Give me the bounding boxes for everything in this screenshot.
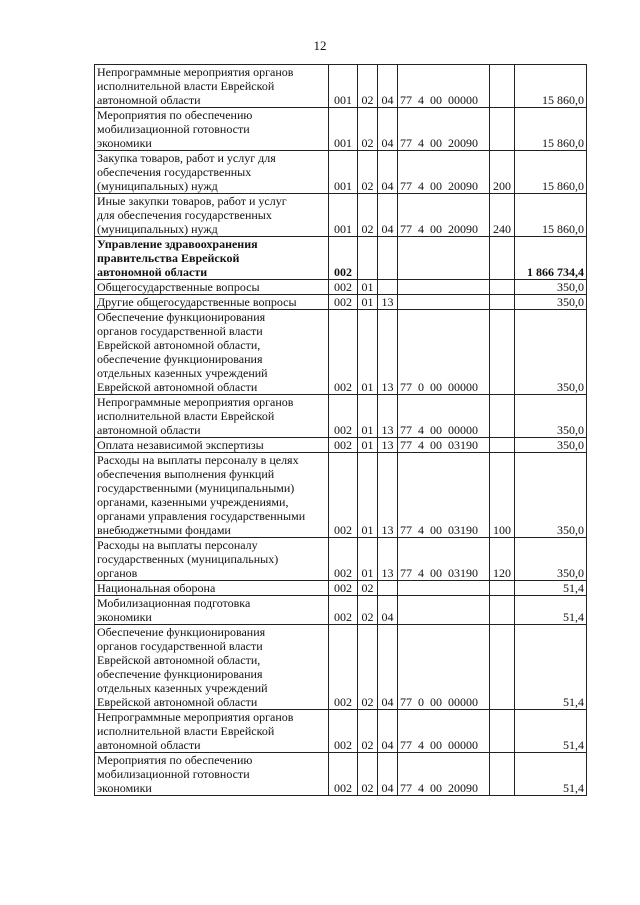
expense-name-cell: Общегосударственные вопросы [95,280,329,295]
target-article-cell: 77 4 00 20090 [398,753,490,796]
target-article-cell: 77 0 00 00000 [398,625,490,710]
table-row [95,538,587,581]
section-code-cell: 02 [358,65,378,108]
section-code-cell: 02 [358,581,378,596]
department-code-cell: 002 [329,625,358,710]
department-code-cell: 001 [329,65,358,108]
amount-cell: 51,4 [515,753,587,796]
target-article-cell: 77 4 00 00000 [398,65,490,108]
table-row [95,453,587,538]
subsection-code-cell: 04 [378,151,398,194]
subsection-code-cell: 04 [378,710,398,753]
subsection-code-cell: 13 [378,538,398,581]
expense-type-cell [490,108,515,151]
expense-name-cell: Оплата независимой экспертизы [95,438,329,453]
target-article-cell: 77 4 00 00000 [398,395,490,438]
expense-type-cell [490,710,515,753]
target-article-cell: 77 4 00 03190 [398,453,490,538]
table-row [95,710,587,753]
expense-type-cell [490,280,515,295]
section-code-cell: 02 [358,194,378,237]
section-code-cell: 02 [358,625,378,710]
section-code-cell: 01 [358,310,378,395]
target-article-cell [398,596,490,625]
subsection-code-cell: 04 [378,65,398,108]
budget-table-body [95,65,587,796]
expense-name-cell: Мероприятия по обеспечению мобилизационной готовности экономики [95,753,329,796]
expense-type-cell [490,596,515,625]
table-row [95,151,587,194]
expense-type-cell: 200 [490,151,515,194]
expense-type-cell: 240 [490,194,515,237]
table-row [95,753,587,796]
expense-name-cell: Иные закупки товаров, работ и услуг для обеспечения государственных (муниципальных) нужд [95,194,329,237]
target-article-cell: 77 4 00 20090 [398,151,490,194]
department-code-cell: 002 [329,237,358,280]
expense-name-cell: Непрограммные мероприятия органов исполнительной власти Еврейской автономной области [95,710,329,753]
table-row [95,280,587,295]
amount-cell: 350,0 [515,453,587,538]
department-code-cell: 001 [329,151,358,194]
department-code-cell: 002 [329,453,358,538]
amount-cell: 1 866 734,4 [515,237,587,280]
target-article-cell: 77 4 00 20090 [398,194,490,237]
amount-cell: 15 860,0 [515,108,587,151]
department-code-cell: 001 [329,108,358,151]
department-code-cell: 002 [329,581,358,596]
amount-cell: 51,4 [515,581,587,596]
expense-type-cell [490,65,515,108]
subsection-code-cell [378,237,398,280]
expense-name-cell: Другие общегосударственные вопросы [95,295,329,310]
department-code-cell: 001 [329,194,358,237]
target-article-cell: 77 4 00 03190 [398,438,490,453]
expense-name-cell: Национальная оборона [95,581,329,596]
section-code-cell: 01 [358,438,378,453]
subsection-code-cell [378,280,398,295]
page-number: 12 [313,38,327,53]
expense-name-cell: Непрограммные мероприятия органов исполнительной власти Еврейской автономной области [95,395,329,438]
subsection-code-cell: 13 [378,310,398,395]
subsection-code-cell: 13 [378,453,398,538]
expense-name-cell: Расходы на выплаты персоналу в целях обеспечения выполнения функций государственными (муниципальными) органами, казенными учреждениями, органами управления государственными внебюджетными фондами [95,453,329,538]
expense-type-cell [490,753,515,796]
subsection-code-cell: 13 [378,395,398,438]
section-code-cell: 01 [358,295,378,310]
target-article-cell [398,280,490,295]
target-article-cell [398,581,490,596]
expense-name-cell: Обеспечение функционирования органов государственной власти Еврейской автономной области, обеспечение функционирования отдельных казенных учреждений Еврейской автономной области [95,310,329,395]
amount-cell: 350,0 [515,310,587,395]
section-code-cell: 01 [358,280,378,295]
table-row [95,194,587,237]
target-article-cell: 77 4 00 20090 [398,108,490,151]
table-row [95,295,587,310]
amount-cell: 15 860,0 [515,65,587,108]
section-code-cell: 01 [358,453,378,538]
expense-type-cell [490,438,515,453]
expense-type-cell [490,310,515,395]
department-code-cell: 002 [329,753,358,796]
amount-cell: 51,4 [515,625,587,710]
department-code-cell: 002 [329,596,358,625]
department-code-cell: 002 [329,310,358,395]
expense-name-cell: Расходы на выплаты персоналу государственных (муниципальных) органов [95,538,329,581]
section-code-cell: 02 [358,710,378,753]
department-code-cell: 002 [329,295,358,310]
department-code-cell: 002 [329,280,358,295]
expense-name-cell: Непрограммные мероприятия органов исполнительной власти Еврейской автономной области [95,65,329,108]
department-code-cell: 002 [329,710,358,753]
subsection-code-cell: 04 [378,194,398,237]
amount-cell: 51,4 [515,710,587,753]
amount-cell: 350,0 [515,395,587,438]
expense-name-cell: Закупка товаров, работ и услуг для обеспечения государственных (муниципальных) нужд [95,151,329,194]
target-article-cell [398,237,490,280]
section-code-cell: 02 [358,108,378,151]
department-code-cell: 002 [329,438,358,453]
expense-type-cell [490,237,515,280]
expense-type-cell [490,295,515,310]
table-row [95,596,587,625]
budget-table [94,64,587,796]
amount-cell: 15 860,0 [515,194,587,237]
amount-cell: 350,0 [515,438,587,453]
target-article-cell: 77 0 00 00000 [398,310,490,395]
section-code-cell: 02 [358,151,378,194]
section-code-cell: 01 [358,538,378,581]
expense-name-cell: Мобилизационная подготовка экономики [95,596,329,625]
section-code-cell: 02 [358,753,378,796]
table-row [95,237,587,280]
table-row [95,581,587,596]
table-row [95,108,587,151]
table-row [95,310,587,395]
section-code-cell: 02 [358,596,378,625]
subsection-code-cell: 04 [378,596,398,625]
expense-name-cell: Обеспечение функционирования органов государственной власти Еврейской автономной области, обеспечение функционирования отдельных казенных учреждений Еврейской автономной области [95,625,329,710]
subsection-code-cell [378,581,398,596]
table-row [95,625,587,710]
table-row [95,65,587,108]
expense-type-cell [490,395,515,438]
expense-type-cell [490,581,515,596]
target-article-cell [398,295,490,310]
subsection-code-cell: 04 [378,108,398,151]
department-code-cell: 002 [329,538,358,581]
table-row [95,438,587,453]
amount-cell: 15 860,0 [515,151,587,194]
amount-cell: 350,0 [515,538,587,581]
expense-name-cell: Управление здравоохранения правительства Еврейской автономной области [95,237,329,280]
expense-name-cell: Мероприятия по обеспечению мобилизационной готовности экономики [95,108,329,151]
expense-type-cell: 100 [490,453,515,538]
subsection-code-cell: 04 [378,753,398,796]
section-code-cell [358,237,378,280]
amount-cell: 350,0 [515,280,587,295]
amount-cell: 350,0 [515,295,587,310]
target-article-cell: 77 4 00 03190 [398,538,490,581]
expense-type-cell: 120 [490,538,515,581]
table-row [95,395,587,438]
subsection-code-cell: 13 [378,295,398,310]
subsection-code-cell: 04 [378,625,398,710]
department-code-cell: 002 [329,395,358,438]
target-article-cell: 77 4 00 00000 [398,710,490,753]
amount-cell: 51,4 [515,596,587,625]
expense-type-cell [490,625,515,710]
section-code-cell: 01 [358,395,378,438]
subsection-code-cell: 13 [378,438,398,453]
